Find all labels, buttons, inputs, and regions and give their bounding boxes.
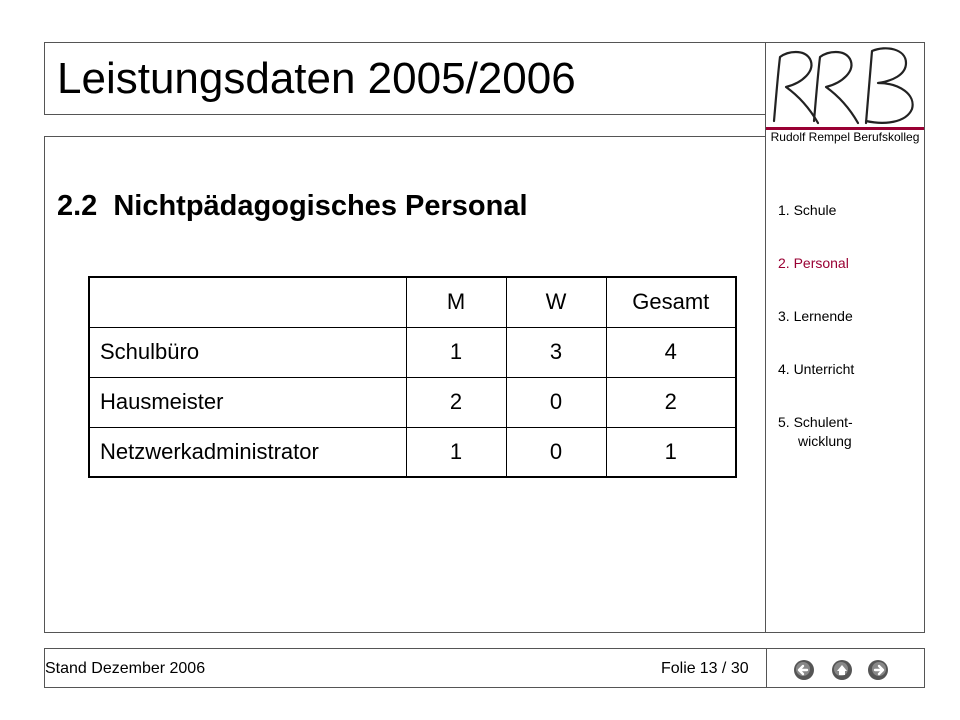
content-area (44, 136, 766, 633)
sidebar (765, 42, 925, 633)
section-number: 2.2 (57, 190, 98, 222)
nav-item-label: 3. Lernende (778, 308, 853, 324)
table-cell: 2 (406, 377, 506, 427)
nav-item-label: 2. Personal (778, 255, 849, 271)
header-cell (89, 277, 406, 327)
table-row (89, 377, 736, 427)
section-heading (57, 190, 528, 223)
table-cell: 1 (406, 327, 506, 377)
personnel-table (88, 276, 737, 478)
table-cell: 1 (406, 427, 506, 477)
table-cell: Schulbüro (89, 327, 406, 377)
header-cell: M (406, 277, 506, 327)
slide-counter-value: 13 / 30 (699, 660, 749, 677)
table-cell: 2 (606, 377, 736, 427)
nav-item-label-line2: wicklung (798, 432, 852, 449)
table-row (89, 327, 736, 377)
table-cell: 0 (506, 377, 606, 427)
footer-date: Stand Dezember 2006 (45, 660, 206, 677)
table-cell: 1 (606, 427, 736, 477)
footer (44, 648, 925, 688)
slide-counter (661, 660, 749, 678)
table-row (89, 427, 736, 477)
nav-item-unterricht[interactable] (778, 360, 854, 379)
header-cell: W (506, 277, 606, 327)
table-cell: Netzwerkadministrator (89, 427, 406, 477)
back-icon[interactable] (793, 659, 815, 681)
table-cell: 3 (506, 327, 606, 377)
table-cell: 4 (606, 327, 736, 377)
section-title: Nichtpädagogisches Personal (113, 190, 528, 222)
nav-item-schule[interactable] (778, 201, 836, 220)
nav-item-label-line1: 5. Schulent- (778, 414, 853, 430)
nav-item-schulentwicklung[interactable] (778, 413, 853, 451)
table-cell: Hausmeister (89, 377, 406, 427)
footer-divider (766, 649, 767, 687)
forward-icon[interactable] (867, 659, 889, 681)
logo-caption: Rudolf Rempel Berufskolleg (770, 130, 920, 144)
header-cell: Gesamt (606, 277, 736, 327)
nav-item-lernende[interactable] (778, 307, 853, 326)
table-cell: 0 (506, 427, 606, 477)
nav-item-personal[interactable] (778, 254, 849, 273)
nav-item-label: 4. Unterricht (778, 361, 855, 377)
title-box (44, 42, 766, 115)
home-icon[interactable] (831, 659, 853, 681)
slide-counter-label: Folie (661, 660, 696, 677)
slide-title: Leistungsdaten 2005/2006 (57, 54, 576, 103)
table-header-row (89, 277, 736, 327)
nav-item-label: 1. Schule (778, 202, 837, 218)
